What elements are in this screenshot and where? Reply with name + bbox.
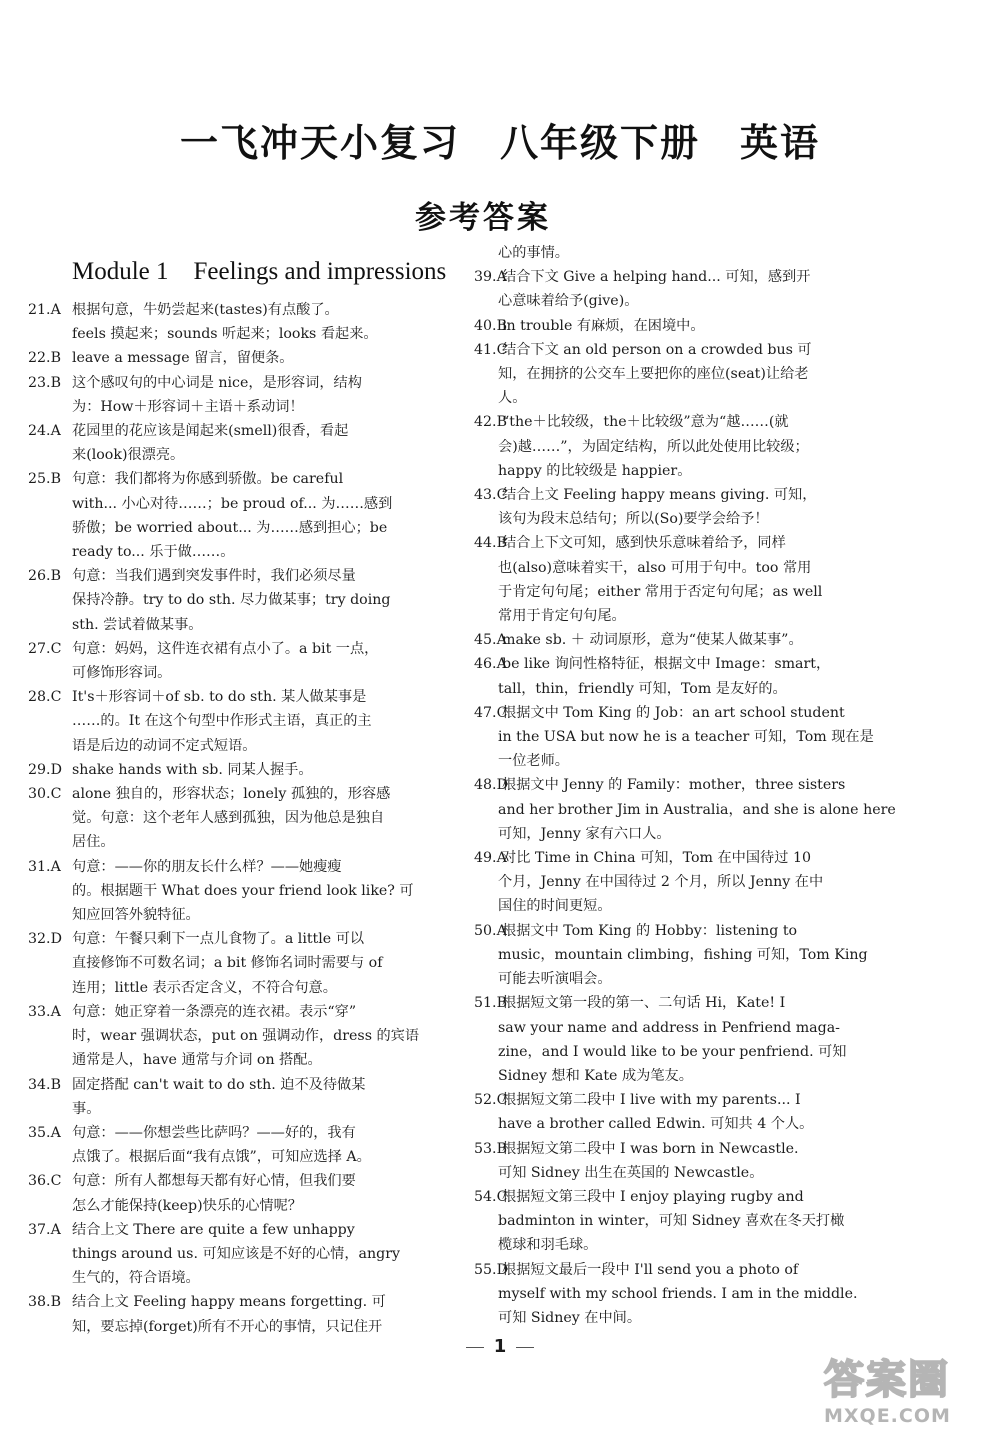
answer-item bbox=[28, 855, 480, 879]
answer-text-continued: ready to... 乐于做……。 bbox=[72, 544, 235, 561]
answer-number: 33.A bbox=[28, 1003, 61, 1020]
answer-text: 结合上下文可知，感到快乐意味着给予，同样 bbox=[502, 535, 786, 552]
answer-text-continued: 语是后边的动词不定式短语。 bbox=[72, 737, 257, 754]
answer-text-continued: 该句为段末总结句；所以(So)要学会给予！ bbox=[498, 511, 769, 528]
answer-text-continued: 也(also)意味着实干，also 可用于句中。too 常用 bbox=[498, 559, 812, 576]
answer-text-continued: happy 的比较级是 happier。 bbox=[498, 462, 692, 479]
answer-text: 根据短文第三段中 I enjoy playing rugby and bbox=[502, 1188, 804, 1205]
answer-item bbox=[474, 1258, 914, 1282]
answer-text-continued: badminton in winter，可知 Sidney 喜欢在冬天打橄 bbox=[498, 1213, 845, 1230]
answer-text-continued: 可知 Sidney 出生在英国的 Newcastle。 bbox=[498, 1164, 764, 1181]
answer-number: 52.C bbox=[474, 1092, 508, 1109]
answer-text-continued: 人。 bbox=[498, 390, 527, 407]
answer-text: alone 独自的，形容状态；lonely 孤独的，形容感 bbox=[72, 786, 391, 803]
answer-item bbox=[474, 1185, 914, 1209]
answer-number: 46.A bbox=[474, 656, 507, 673]
answer-text: 根据句意，牛奶尝起来(tastes)有点酸了。 bbox=[72, 302, 339, 318]
answer-text-continued: ……的。It 在这个句型中作形式主语，真正的主 bbox=[72, 713, 372, 730]
module-heading: Module 1 Feelings and impressions bbox=[72, 258, 447, 285]
answer-text-continued: with... 小心对待……；be proud of... 为……感到 bbox=[72, 495, 393, 512]
answer-text: 根据短文第二段中 I live with my parents... I bbox=[502, 1092, 801, 1109]
answer-text: 句意：所有人都想每天都有好心情，但我们要 bbox=[72, 1173, 356, 1190]
answer-number: 39.A bbox=[474, 269, 507, 286]
answer-text: 句意：——你想尝些比萨吗？——好的，我有 bbox=[72, 1124, 356, 1141]
answer-text-continued: music，mountain climbing，fishing 可知，Tom King bbox=[498, 946, 868, 963]
answer-text-continued: 骄傲；be worried about... 为……感到担心；be bbox=[72, 519, 388, 536]
answer-item bbox=[28, 1073, 480, 1097]
answer-item bbox=[474, 701, 914, 725]
answer-item bbox=[474, 338, 914, 362]
answer-text-continued: 知，在拥挤的公交车上要把你的座位(seat)让给老 bbox=[498, 366, 809, 383]
answer-item bbox=[28, 419, 480, 443]
answer-text-continued: 通常是人，have 通常与介词 on 搭配。 bbox=[72, 1052, 322, 1069]
answer-number: 22.B bbox=[28, 350, 61, 367]
answer-item bbox=[28, 467, 480, 491]
answer-item bbox=[28, 685, 480, 709]
answer-number: 32.D bbox=[28, 931, 62, 948]
answer-text-continued: 心意味着给予(give)。 bbox=[498, 293, 639, 310]
answer-text-continued: in the USA but now he is a teacher 可知，Tom 现在是 bbox=[498, 729, 874, 746]
answer-text-continued: 一位老师。 bbox=[498, 753, 569, 770]
answer-text-continued: Sidney 想和 Kate 成为笔友。 bbox=[498, 1067, 693, 1084]
answer-number: 21.A bbox=[28, 302, 61, 318]
answer-text: 根据文中 Tom King 的 Job：an art school student bbox=[502, 704, 845, 721]
answer-text: 根据文中 Tom King 的 Hobby：listening to bbox=[502, 922, 798, 939]
answer-text-continued: 个月，Jenny 在中国待过 2 个月，所以 Jenny 在中 bbox=[498, 874, 824, 891]
answer-text: 结合下文 an old person on a crowded bus 可 bbox=[502, 341, 812, 358]
answer-number: 31.A bbox=[28, 858, 61, 875]
watermark-logo bbox=[824, 1348, 964, 1432]
answer-number: 47.C bbox=[474, 704, 508, 721]
answer-item bbox=[474, 531, 914, 555]
answer-number: 23.B bbox=[28, 374, 61, 391]
answer-text-continued: 常用于肯定句句尾。 bbox=[498, 608, 626, 625]
answer-text-continued: 会)越……”，为固定结构，所以此处使用比较级； bbox=[498, 438, 809, 455]
answer-text-continued: 可能去听演唱会。 bbox=[498, 971, 612, 988]
answer-item bbox=[474, 991, 914, 1015]
answer-number: 50.A bbox=[474, 922, 507, 939]
answer-number: 45.A bbox=[474, 632, 507, 649]
answer-text-continued: saw your name and address in Penfriend maga- bbox=[498, 1019, 840, 1036]
page-title: 一飞冲天小复习 八年级下册 英语 bbox=[179, 121, 820, 165]
answer-text-continued: 生气的，符合语境。 bbox=[72, 1270, 200, 1287]
answer-item bbox=[474, 1088, 914, 1112]
answer-text: 固定搭配 can't wait to do sth. 迫不及待做某 bbox=[72, 1076, 366, 1093]
answer-item bbox=[474, 410, 914, 434]
answer-number: 48.D bbox=[474, 777, 508, 794]
answer-item bbox=[474, 919, 914, 943]
answer-text-continued: things around us. 可知应该是不好的心情，angry bbox=[72, 1245, 401, 1262]
continued-text: 心的事情。 bbox=[498, 245, 569, 261]
answer-text: It's＋形容词＋of sb. to do sth. 某人做某事是 bbox=[72, 689, 367, 706]
answer-item bbox=[474, 652, 914, 676]
answer-item bbox=[474, 628, 914, 652]
left-answer-list bbox=[28, 298, 480, 1339]
answer-text-continued: zine，and I would like to be your penfriend. 可知 bbox=[498, 1043, 847, 1060]
answer-number: 43.C bbox=[474, 487, 508, 504]
answer-text: 句意：午餐只剩下一点儿食物了。a little 可以 bbox=[72, 931, 365, 948]
answer-text-continued: 来(look)很漂亮。 bbox=[72, 447, 185, 464]
answer-number: 38.B bbox=[28, 1294, 61, 1311]
watermark-site: MXQE.COM bbox=[824, 1405, 951, 1427]
answer-item bbox=[28, 371, 480, 395]
answer-number: 25.B bbox=[28, 471, 61, 488]
answer-item bbox=[28, 1121, 480, 1145]
answer-item bbox=[28, 346, 480, 370]
answer-text: be like 询问性格特征，根据文中 Image：smart， bbox=[502, 656, 831, 673]
answer-text-continued: myself with my school friends. I am in the middle. bbox=[498, 1285, 858, 1302]
answer-number: 27.C bbox=[28, 640, 62, 657]
answer-text-continued: 时，wear 强调状态，put on 强调动作，dress 的宾语 bbox=[72, 1028, 420, 1045]
answer-text-continued: 点饿了。根据后面“我有点饿”，可知应选择 A。 bbox=[72, 1149, 371, 1166]
answer-text: make sb. ＋ 动词原形，意为“使某人做某事”。 bbox=[502, 632, 803, 649]
answer-item bbox=[474, 1137, 914, 1161]
answer-text: 句意：当我们遇到突发事件时，我们必须尽量 bbox=[72, 568, 356, 585]
answer-item bbox=[474, 773, 914, 797]
answer-item bbox=[28, 1169, 480, 1193]
answer-text: 这个感叹句的中心词是 nice，是形容词，结构 bbox=[72, 374, 362, 391]
answer-text-continued: 保持冷静。try to do sth. 尽力做某事；try doing bbox=[72, 592, 391, 609]
answer-number: 28.C bbox=[28, 689, 62, 706]
answer-text-continued: 榄球和羽毛球。 bbox=[498, 1237, 598, 1254]
answer-item bbox=[28, 1290, 480, 1314]
answer-text-continued: 为：How＋形容词＋主语＋系动词！ bbox=[72, 398, 304, 415]
answer-text: 句意：她正穿着一条漂亮的连衣裙。表示“穿” bbox=[72, 1003, 357, 1020]
answer-item bbox=[474, 265, 914, 289]
answer-text: 结合下文 Give a helping hand... 可知，感到开 bbox=[502, 269, 811, 286]
right-answer-list bbox=[474, 265, 914, 1330]
answer-item bbox=[28, 1218, 480, 1242]
answer-text: 结合上文 Feeling happy means giving. 可知， bbox=[502, 487, 817, 504]
answer-number: 44.B bbox=[474, 535, 507, 552]
answer-text: leave a message 留言，留便条。 bbox=[72, 350, 294, 367]
answer-text-continued: 直接修饰不可数名词；a bit 修饰名词时需要与 of bbox=[72, 955, 383, 972]
answer-number: 36.C bbox=[28, 1173, 62, 1190]
answer-number: 26.B bbox=[28, 568, 61, 585]
answer-number: 51.B bbox=[474, 995, 507, 1012]
answer-text-continued: have a brother called Edwin. 可知共 4 个人。 bbox=[498, 1116, 814, 1133]
answer-item bbox=[28, 637, 480, 661]
page-number: 1 bbox=[0, 1336, 1000, 1357]
answer-item bbox=[474, 846, 914, 870]
answer-text-continued: 可知 Sidney 在中间。 bbox=[498, 1309, 642, 1326]
answer-number: 24.A bbox=[28, 423, 61, 440]
answer-text: “the＋比较级，the＋比较级”意为“越……(就 bbox=[502, 414, 789, 431]
answer-text-continued: 事。 bbox=[72, 1100, 101, 1117]
answer-text: 句意：——你的朋友长什么样？——她瘦瘦 bbox=[72, 858, 342, 875]
answer-item bbox=[28, 1000, 480, 1024]
answer-text: 根据短文第一段的第一、二句话 Hi，Kate! I bbox=[502, 995, 786, 1012]
answer-item bbox=[28, 564, 480, 588]
answer-text-continued: and her brother Jim in Australia，and she is alone here bbox=[498, 801, 896, 818]
left-column bbox=[28, 250, 480, 1339]
answer-text-continued: 国住的时间更短。 bbox=[498, 898, 612, 915]
answer-number: 34.B bbox=[28, 1076, 61, 1093]
answer-text: 结合上文 There are quite a few unhappy bbox=[72, 1221, 355, 1238]
answer-text-continued: 于肯定句句尾；either 常用于否定句句尾；as well bbox=[498, 583, 823, 600]
answer-number: 35.A bbox=[28, 1124, 61, 1141]
answer-text-continued: 知，要忘掉(forget)所有不开心的事情，只记住开 bbox=[72, 1318, 383, 1335]
answer-text-continued: tall，thin，friendly 可知，Tom 是友好的。 bbox=[498, 680, 787, 697]
answer-text: in trouble 有麻烦，在困境中。 bbox=[502, 317, 705, 334]
answer-number: 40.B bbox=[474, 317, 507, 334]
answer-text-continued: 可知，Jenny 家有六口人。 bbox=[498, 825, 671, 842]
answer-text: 结合上文 Feeling happy means forgetting. 可 bbox=[72, 1294, 386, 1311]
answer-item bbox=[28, 782, 480, 806]
answer-text-continued: 的。根据题干 What does your friend look like? 可 bbox=[72, 882, 414, 899]
answer-text: 花园里的花应该是闻起来(smell)很香，看起 bbox=[72, 423, 349, 440]
answer-number: 37.A bbox=[28, 1221, 61, 1238]
answer-text: shake hands with sb. 同某人握手。 bbox=[72, 761, 313, 778]
answer-item bbox=[474, 483, 914, 507]
answer-text-continued: sth. 尝试着做某事。 bbox=[72, 616, 203, 633]
answer-number: 55.D bbox=[474, 1261, 508, 1278]
answer-text-continued: 居住。 bbox=[72, 834, 115, 851]
answer-item bbox=[474, 314, 914, 338]
answer-text: 根据短文第二段中 I was born in Newcastle. bbox=[502, 1140, 799, 1157]
page-subtitle: 参考答案 bbox=[415, 200, 551, 236]
answer-text: 句意：妈妈，这件连衣裙有点小了。a bit 一点， bbox=[72, 640, 379, 657]
answer-text: 根据文中 Jenny 的 Family：mother，three sisters bbox=[502, 777, 846, 794]
answer-text: 对比 Time in China 可知，Tom 在中国待过 10 bbox=[502, 850, 811, 867]
answer-number: 30.C bbox=[28, 786, 62, 803]
answer-text: 句意：我们都将为你感到骄傲。be careful bbox=[72, 471, 344, 488]
answer-number: 29.D bbox=[28, 761, 62, 778]
answer-number: 49.A bbox=[474, 850, 507, 867]
answer-text: 根据短文最后一段中 I'll send you a photo of bbox=[502, 1261, 799, 1278]
answer-number: 53.B bbox=[474, 1140, 507, 1157]
answer-item bbox=[28, 927, 480, 951]
answer-number: 41.C bbox=[474, 341, 508, 358]
answer-text-continued: feels 摸起来；sounds 听起来；looks 看起来。 bbox=[72, 326, 378, 343]
answer-text-continued: 怎么才能保持(keep)快乐的心情呢？ bbox=[72, 1197, 302, 1214]
answer-item bbox=[28, 758, 480, 782]
answer-text-continued: 可修饰形容词。 bbox=[72, 665, 172, 682]
answer-number: 42.B bbox=[474, 414, 507, 431]
answer-text-continued: 连用；little 表示否定含义，不符合句意。 bbox=[72, 979, 337, 996]
answer-text-continued: 觉。句意：这个老年人感到孤独，因为他总是独自 bbox=[72, 810, 385, 827]
right-column bbox=[474, 241, 914, 1330]
answer-text-continued: 知应回答外貌特征。 bbox=[72, 907, 200, 924]
watermark-logo-text: 答案圈 bbox=[824, 1357, 950, 1403]
answer-number: 54.C bbox=[474, 1188, 508, 1205]
answer-item bbox=[28, 298, 480, 322]
